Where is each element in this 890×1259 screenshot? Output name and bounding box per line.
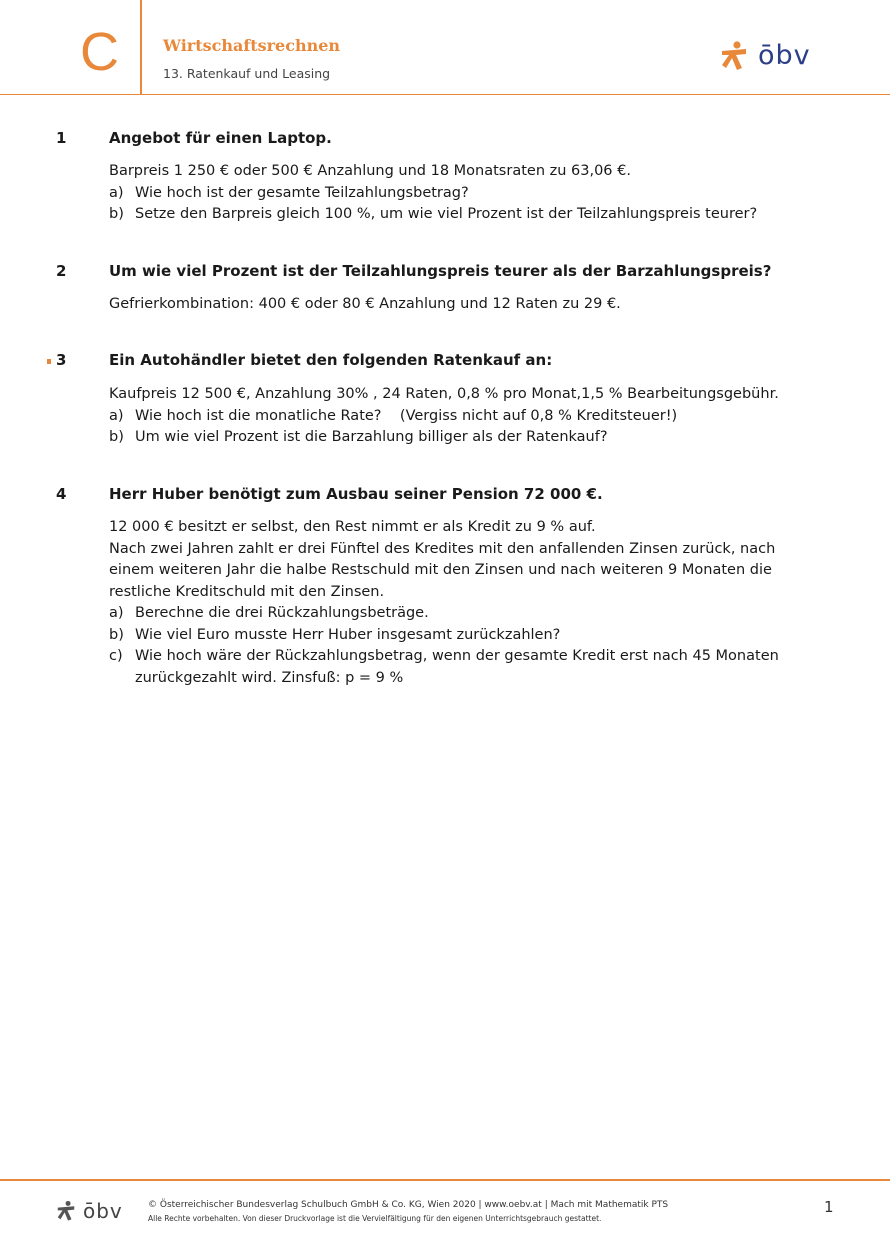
subtask-b: [109, 427, 809, 449]
task-title: Herr Huber benötigt zum Ausbau seiner Pension 72 000 €.: [109, 485, 603, 503]
subtask-b: [109, 204, 809, 226]
task-title: Ein Autohändler bietet den folgenden Ratenkauf an:: [109, 351, 553, 369]
subtask-a: [109, 183, 809, 205]
task-body: [109, 294, 809, 316]
footer-logo-text: ōbv: [83, 1199, 123, 1223]
subtask-letter: b): [109, 206, 124, 222]
page-header: [0, 0, 890, 95]
subtask-letter: b): [109, 429, 124, 445]
footer-divider: [0, 1179, 890, 1181]
subtask-text: Wie viel Euro musste Herr Huber insgesamt zurückzahlen?: [135, 626, 561, 643]
task-number: 1: [56, 129, 67, 147]
header-title: Wirtschaftsrechnen: [163, 36, 341, 55]
chapter-letter: C: [80, 22, 119, 82]
oebv-star-icon: [55, 1200, 77, 1222]
subtask-a: [109, 603, 809, 625]
subtask-text: Berechne die drei Rückzahlungsbeträge.: [135, 605, 429, 621]
task-number: 2: [56, 262, 67, 280]
task-text-line: Gefrierkombination: 400 € oder 80 € Anzahlung und 12 Raten zu 29 €.: [109, 296, 621, 312]
task-title: Angebot für einen Laptop.: [109, 129, 332, 147]
task-body: [109, 517, 809, 689]
subtask-letter: a): [109, 184, 124, 201]
subtask-text: Um wie viel Prozent ist die Barzahlung billiger als der Ratenkauf?: [135, 429, 608, 445]
subtask-letter: a): [109, 407, 124, 424]
task-text-line: restliche Kreditschuld mit den Zinsen.: [109, 583, 385, 600]
difficulty-marker: [47, 359, 51, 364]
task-number: 4: [56, 485, 67, 503]
task-text-line: 12 000 € besitzt er selbst, den Rest nimmt er als Kredit zu 9 % auf.: [109, 519, 596, 535]
header-divider: [140, 0, 142, 94]
task-body: [109, 384, 809, 449]
footer-rights: Alle Rechte vorbehalten. Von dieser Druckvorlage ist die Vervielfältigung für den eigenen Unterrichtsgebrauch gestattet.: [148, 1214, 602, 1223]
subtask-text: Wie hoch ist der gesamte Teilzahlungsbetrag?: [135, 184, 469, 201]
header-subtitle: 13. Ratenkauf und Leasing: [163, 66, 331, 81]
subtask-letter: a): [109, 605, 124, 621]
subtask-b: [109, 625, 809, 647]
subtask-a: [109, 406, 809, 428]
task-text-line: Nach zwei Jahren zahlt er drei Fünftel des Kredites mit den anfallenden Zinsen zurück, nach: [109, 540, 776, 557]
task-text-line: Kaufpreis 12 500 €, Anzahlung 30% , 24 Raten, 0,8 % pro Monat,1,5 % Bearbeitungsgebühr.: [109, 386, 779, 402]
subtask-c: [109, 646, 809, 668]
task-title: Um wie viel Prozent ist der Teilzahlungspreis teurer als der Barzahlungspreis?: [109, 262, 772, 280]
task-text-line: einem weiteren Jahr die halbe Restschuld mit den Zinsen und nach weiteren 9 Monaten die: [109, 562, 772, 578]
oebv-star-icon: [718, 40, 750, 72]
task-body: [109, 161, 809, 226]
logo-text: ōbv: [758, 40, 811, 71]
subtask-text: Wie hoch wäre der Rückzahlungsbetrag, wenn der gesamte Kredit erst nach 45 Monaten: [135, 648, 779, 664]
subtask-text: Wie hoch ist die monatliche Rate? (Vergiss nicht auf 0,8 % Kreditsteuer!): [135, 407, 678, 424]
subtask-text: Setze den Barpreis gleich 100 %, um wie viel Prozent ist der Teilzahlungspreis teurer?: [135, 206, 758, 222]
subtask-letter: c): [109, 648, 123, 664]
task-text-line: Barpreis 1 250 € oder 500 € Anzahlung und 18 Monatsraten zu 63,06 €.: [109, 163, 631, 179]
subtask-c-continuation: zurückgezahlt wird. Zinsfuß: p = 9 %: [135, 669, 404, 686]
task-number: 3: [56, 351, 67, 369]
subtask-letter: b): [109, 626, 124, 643]
page-number: 1: [824, 1198, 834, 1216]
publisher-logo: [718, 40, 811, 72]
footer-logo: [55, 1200, 123, 1222]
footer-copyright: © Österreichischer Bundesverlag Schulbuch GmbH & Co. KG, Wien 2020 | www.oebv.at | Mach mit Mathematik PTS: [148, 1200, 669, 1210]
